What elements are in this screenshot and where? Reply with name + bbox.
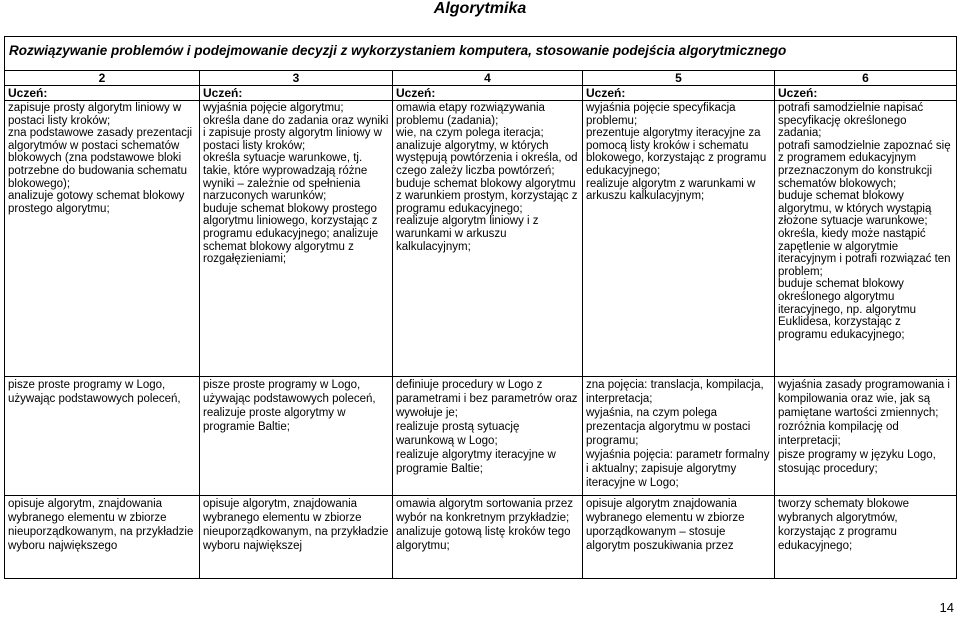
column-number: 3 — [200, 71, 393, 86]
column-header: Uczeń: — [5, 86, 200, 101]
cell-paragraph: wie, na czym polega iteracja; — [396, 127, 544, 140]
table-cell — [200, 496, 393, 579]
cell-paragraph: określa sytuacje warunkowe, tj. takie, które wyprowadzają różne wyniki – zależnie od spełnienia narzuconych warunków; — [203, 152, 368, 203]
cell-paragraph: wyjaśnia zasady programowania i kompilowania oraz wie, jak są pamiętane wartości zmiennych; rozróżnia kompilację od interpretacji; — [778, 379, 950, 447]
cell-paragraph: pisze proste programy w Logo, używając podstawowych poleceń, — [8, 379, 181, 405]
cell-paragraph: realizuje algorytm liniowy i z warunkami w arkuszu kalkulacyjnym; — [396, 215, 539, 253]
column-number: 5 — [583, 71, 775, 86]
column-number: 6 — [775, 71, 957, 86]
cell-paragraph: buduje schemat blokowy prostego algorytmu liniowego, korzystając z programu edukacyjnego; analizuje schemat blokowy algorytmu z rozgałęzieniami; — [203, 202, 379, 266]
table-caption: Rozwiązywanie problemów i podejmowanie decyzji z wykorzystaniem komputera, stosowanie podejścia algorytmicznego — [5, 37, 957, 71]
page-number: 14 — [939, 600, 954, 615]
column-header: Uczeń: — [393, 86, 583, 101]
table-cell — [393, 101, 583, 377]
table-cell — [200, 377, 393, 496]
cell-paragraph: realizuje proste algorytmy w programie Baltie; — [203, 407, 346, 433]
cell-paragraph: analizuje gotowy schemat blokowy prostego algorytmu; — [8, 190, 185, 215]
cell-paragraph: opisuje algorytm, znajdowania wybranego elementu w zbiorze nieuporządkowanym, na przykładzie wyboru największej — [203, 498, 389, 552]
cell-paragraph: buduje schemat blokowy algorytmu, w których wystąpią złożone sytuacje warunkowe; — [778, 190, 932, 228]
table-cell — [200, 101, 393, 377]
cell-paragraph: określa dane do zadania oraz wyniki i zapisuje prosty algorytm liniowy w postaci listy kroków; — [203, 114, 389, 152]
table-cell — [393, 377, 583, 496]
column-header: Uczeń: — [583, 86, 775, 101]
column-header: Uczeń: — [200, 86, 393, 101]
cell-paragraph: potrafi samodzielnie zapoznać się z programem edukacyjnym przeznaczonym do konstrukcji schematów blokowych; — [778, 139, 951, 190]
cell-paragraph: realizuje algorytm z warunkami w arkuszu kalkulacyjnym; — [586, 177, 756, 203]
column-header: Uczeń: — [775, 86, 957, 101]
cell-paragraph: omawia algorytm sortowania przez wybór na konkretnym przykładzie; analizuje gotową listę kroków tego algorytmu; — [396, 498, 574, 552]
cell-paragraph: prezentuje algorytmy iteracyjne za pomocą listy kroków i schematu blokowego, korzystając z programu edukacyjnego; — [586, 127, 767, 177]
table-row — [5, 496, 957, 579]
cell-paragraph: zapisuje prosty algorytm liniowy w postaci listy kroków; — [8, 102, 182, 127]
cell-paragraph: wyjaśnia pojęcie specyfikacja problemu; — [586, 102, 736, 127]
column-number: 2 — [5, 71, 200, 86]
table-cell — [583, 101, 775, 377]
cell-paragraph: realizuje prostą sytuację warunkową w Logo; — [396, 421, 520, 447]
table-row — [5, 101, 957, 377]
table-cell — [5, 496, 200, 579]
cell-paragraph: opisuje algorytm znajdowania wybranego elementu w zbiorze uporządkowanym – stosuje algorytm poszukiwania przez — [586, 498, 745, 552]
cell-paragraph: pisze proste programy w Logo, używając podstawowych poleceń, — [203, 379, 376, 405]
cell-paragraph: pisze programy w języku Logo, stosując procedury; — [778, 449, 936, 475]
cell-paragraph: opisuje algorytm, znajdowania wybranego elementu w zbiorze nieuporządkowanym, na przykładzie wyboru największego — [8, 498, 194, 552]
cell-paragraph: określa, kiedy może nastąpić zapętlenie w algorytmie iteracyjnym i potrafi rozwiązać ten problem; — [778, 227, 951, 278]
cell-paragraph: omawia etapy rozwiązywania problemu (zadania); — [396, 102, 545, 127]
cell-paragraph: zna podstawowe zasady prezentacji algorytmów w postaci schematów blokowych (zna podstawowe bloki potrzebne do budowania schematu blokowego); — [8, 127, 193, 190]
cell-paragraph: potrafi samodzielnie napisać specyfikację określonego zadania; — [778, 102, 924, 140]
cell-paragraph: definiuje procedury w Logo z parametrami i bez parametrów oraz wywołuje je; — [396, 379, 578, 419]
cell-paragraph: buduje schemat blokowy algorytmu z warunkiem prostym, korzystając z programu edukacyjnego; — [396, 177, 578, 215]
cell-paragraph: wyjaśnia pojęcia: parametr formalny i aktualny; zapisuje algorytmy iteracyjne w Logo; — [586, 449, 770, 489]
table-cell — [583, 377, 775, 496]
cell-paragraph: zna pojęcia: translacja, kompilacja, interpretacja; — [586, 379, 764, 405]
cell-paragraph: wyjaśnia, na czym polega prezentacja algorytmu w postaci programu; — [586, 407, 751, 447]
cell-paragraph: wyjaśnia pojęcie algorytmu; — [203, 102, 344, 114]
table-cell — [775, 377, 957, 496]
table-cell — [583, 496, 775, 579]
curriculum-table — [4, 36, 957, 579]
table-row — [5, 377, 957, 496]
document-title: Algorytmika — [433, 0, 527, 17]
cell-paragraph: tworzy schematy blokowe wybranych algorytmów, korzystając z programu edukacyjnego; — [778, 498, 910, 552]
cell-paragraph: buduje schemat blokowy określonego algorytmu iteracyjnego, np. algorytmu Euklidesa, korzystając z programu edukacyjnego; — [778, 278, 917, 341]
table-cell — [775, 101, 957, 377]
table-cell — [5, 377, 200, 496]
table-cell — [393, 496, 583, 579]
column-number: 4 — [393, 71, 583, 86]
table-cell — [5, 101, 200, 377]
cell-paragraph: realizuje algorytmy iteracyjne w programie Baltie; — [396, 449, 556, 475]
table-cell — [775, 496, 957, 579]
cell-paragraph: analizuje algorytmy, w których występują powtórzenia i określa, od czego zależy liczba powtórzeń; — [396, 139, 578, 177]
